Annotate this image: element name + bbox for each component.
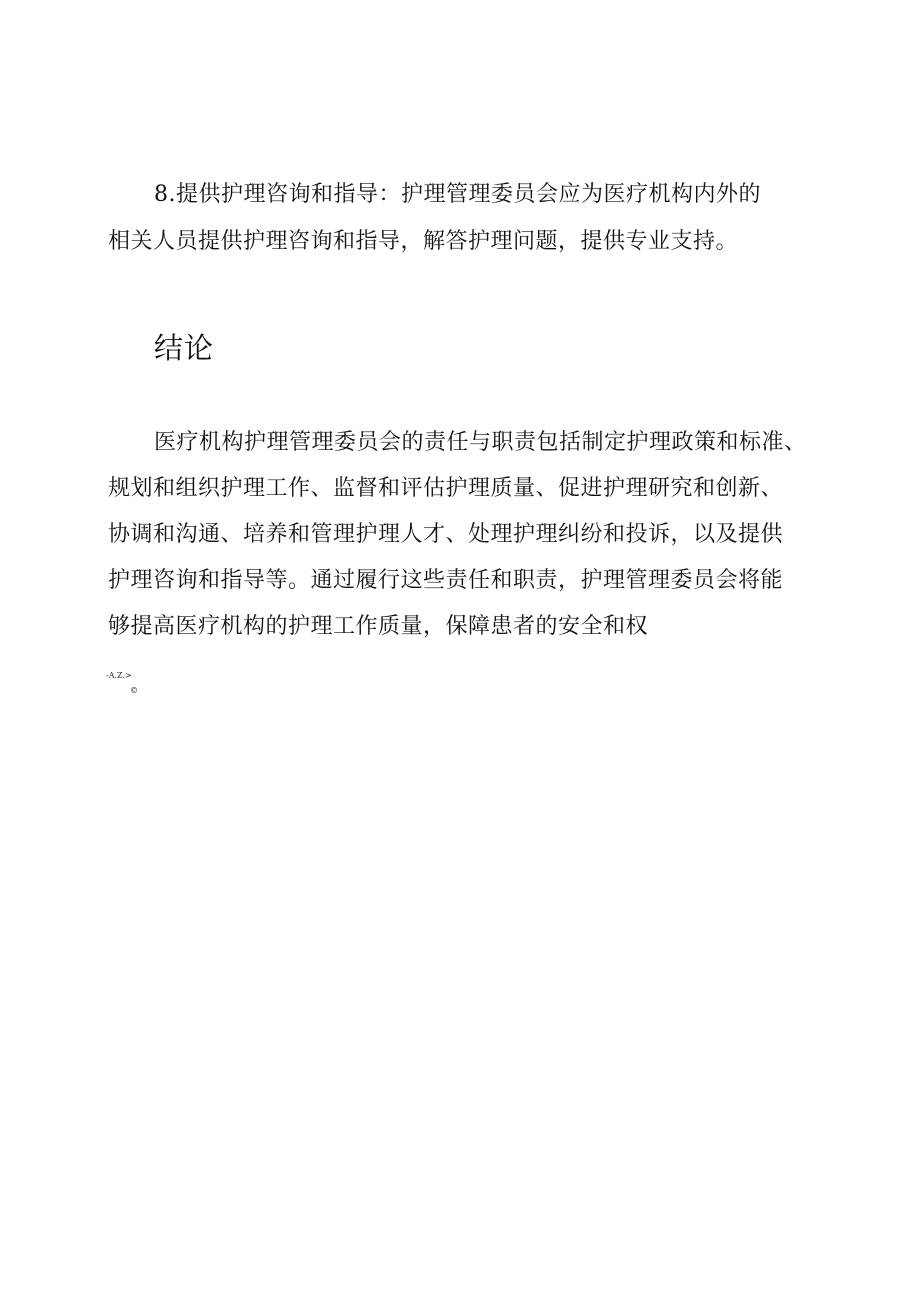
item-8-line-1: 8.提供护理咨询和指导：护理管理委员会应为医疗机构内外的	[154, 182, 761, 207]
conclusion-line-4: 护理咨询和指导等。通过履行这些责任和职责，护理管理委员会将能	[108, 568, 784, 593]
conclusion-line-2: 规划和组织护理工作、监督和评估护理质量、促进护理研究和创新、	[108, 476, 784, 501]
conclusion-line-1: 医疗机构护理管理委员会的责任与职责包括制定护理政策和标准、	[154, 430, 807, 455]
conclusion-line-5: 够提高医疗机构的护理工作质量，保障患者的安全和权	[108, 614, 649, 639]
footer-mark-copyright: ©	[130, 686, 138, 695]
conclusion-paragraph	[108, 420, 838, 650]
footer-mark-az: -A.Z.>	[106, 671, 132, 680]
item-8-line-2: 相关人员提供护理咨询和指导，解答护理问题，提供专业支持。	[108, 229, 739, 254]
conclusion-heading: 结论	[154, 331, 215, 365]
item-8-paragraph	[108, 171, 838, 265]
conclusion-line-3: 协调和沟通、培养和管理护理人才、处理护理纠纷和投诉，以及提供	[108, 522, 784, 547]
